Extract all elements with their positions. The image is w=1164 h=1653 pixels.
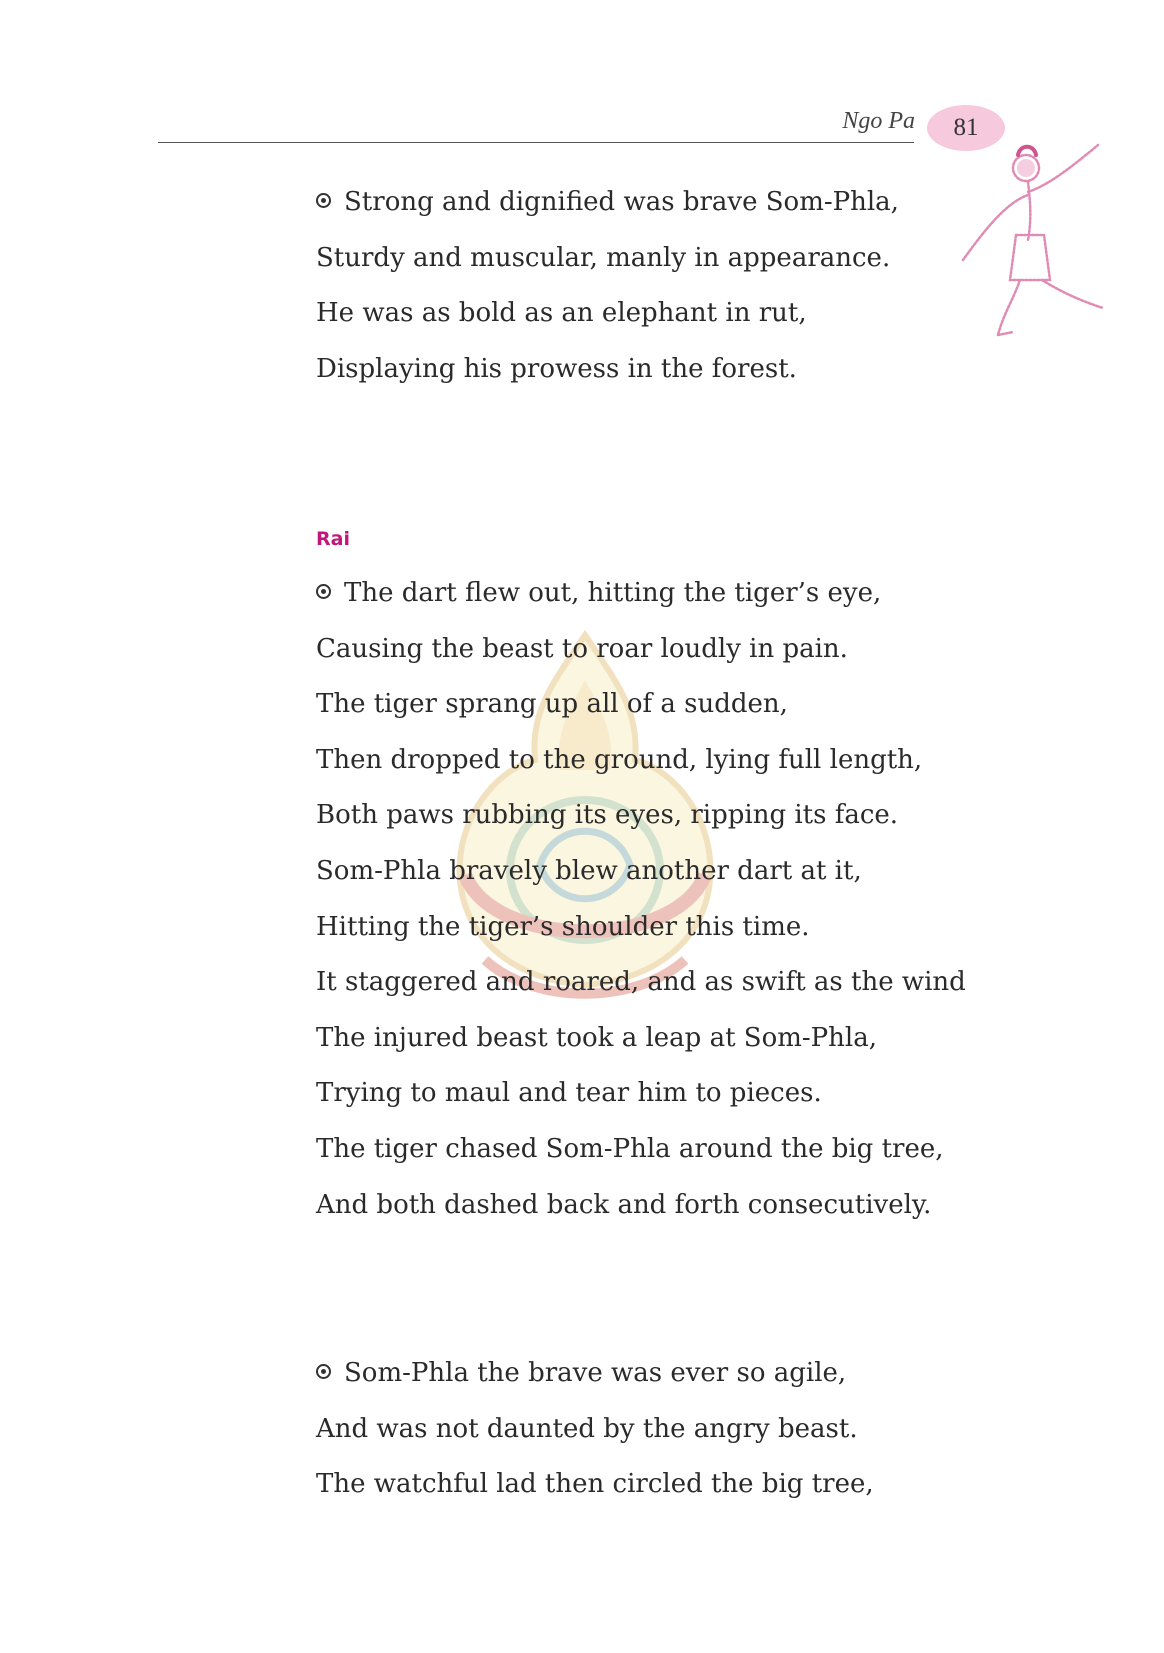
verse-line: He was as bold as an elephant in rut,: [316, 298, 807, 329]
verse-line: Trying to maul and tear him to pieces.: [316, 1078, 822, 1109]
verse-line: Strong and dignified was brave Som-Phla,: [316, 175, 899, 231]
stanza-1: [316, 175, 899, 397]
bullet-icon: [316, 1364, 331, 1379]
bullet-icon: [316, 584, 331, 599]
verse-line: Hitting the tiger’s shoulder this time.: [316, 911, 810, 942]
stanza-2: [316, 566, 966, 1233]
verse-line: Som-Phla the brave was ever so agile,: [316, 1346, 874, 1402]
verse-line: Displaying his prowess in the forest.: [316, 353, 797, 384]
verse-line: The watchful lad then circled the big tree,: [316, 1469, 874, 1500]
bullet-icon: [316, 193, 331, 208]
verse-line: Causing the beast to roar loudly in pain.: [316, 633, 848, 664]
verse-line: Sturdy and muscular, manly in appearance.: [316, 242, 891, 273]
verse-line: The tiger sprang up all of a sudden,: [316, 689, 788, 720]
dancer-figure-icon: [958, 140, 1118, 345]
section-heading: Rai: [316, 528, 350, 550]
verse-line: And was not daunted by the angry beast.: [316, 1413, 858, 1444]
stanza-3: [316, 1346, 874, 1513]
verse-line: And both dashed back and forth consecutively.: [316, 1189, 932, 1220]
verse-line: Then dropped to the ground, lying full length,: [316, 744, 923, 775]
page-number-badge: 81: [927, 105, 1005, 151]
verse-line: The injured beast took a leap at Som-Phla,: [316, 1022, 878, 1053]
running-head: Ngo Pa: [842, 108, 915, 134]
verse-line: The dart flew out, hitting the tiger’s eye,: [316, 566, 966, 622]
header-rule: [158, 142, 914, 143]
verse-line: The tiger chased Som-Phla around the big tree,: [316, 1133, 944, 1164]
verse-line: Som-Phla bravely blew another dart at it,: [316, 855, 862, 886]
verse-line: Both paws rubbing its eyes, ripping its face.: [316, 800, 899, 831]
verse-line: It staggered and roared, and as swift as the wind: [316, 967, 966, 998]
